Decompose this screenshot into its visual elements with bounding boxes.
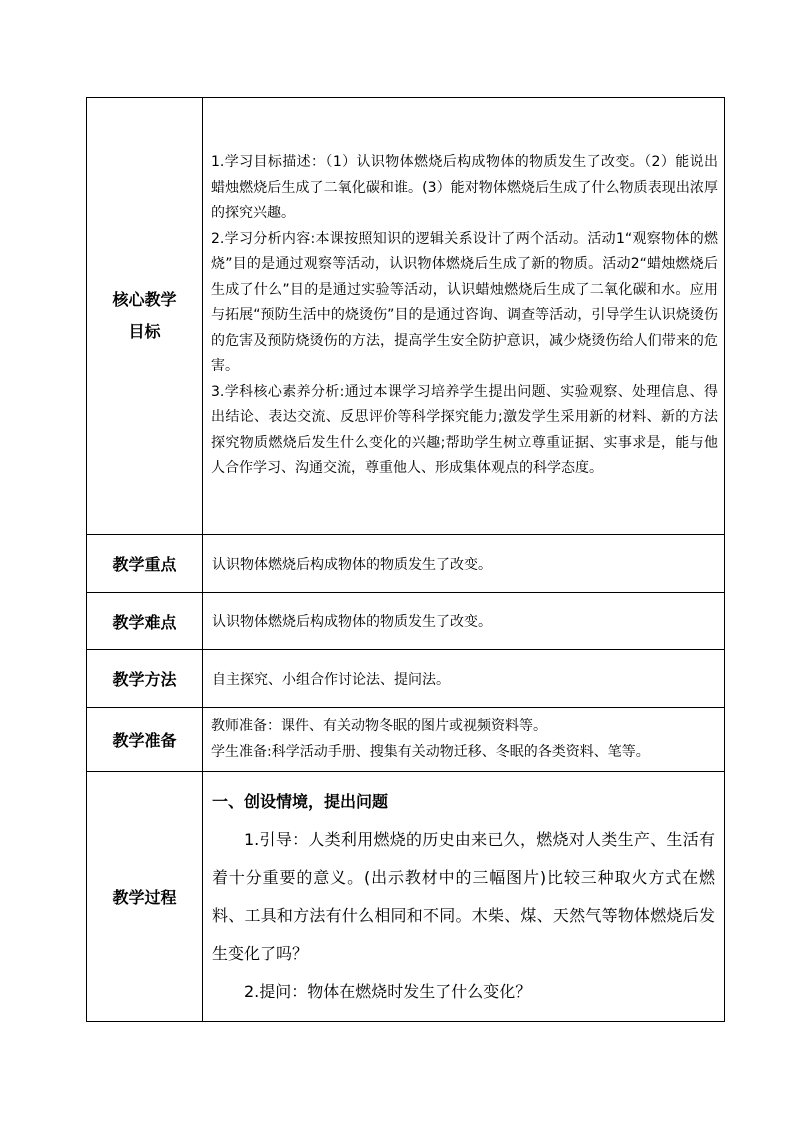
key-points-label: 教学重点 (87, 535, 203, 593)
process-item-2: 2.提问：物体在燃烧时发生了什么变化？ (244, 981, 532, 1001)
difficulties-content: 认识物体燃烧后构成物体的物质发生了改变。 (203, 593, 725, 650)
methods-content: 自主探究、小组合作讨论法、提问法。 (203, 650, 725, 708)
process-item-1: 1.引导：人类利用燃烧的历史由来已久，燃烧对人类生产、生活有着十分重要的意义。(出示教材中的三幅图片)比较三种取火方式在燃料、工具和方法有什么相同和不同。木柴、煤、天然气等物体燃烧后发生变化了吗？ (212, 829, 715, 963)
lesson-plan-table (86, 97, 725, 1022)
preparation-content (203, 708, 725, 772)
process-heading: 一、创设情境，提出问题 (212, 791, 389, 811)
objectives-paragraph-2: 2.学习分析内容:本课按照知识的逻辑关系设计了两个活动。活动1“观察物体的燃烧”目的是通过观察等活动，认识物体燃烧后生成了新的物质。活动2“蜡烛燃烧后生成了什么”目的是通过实验等活动，认识蜡烛燃烧后生成了二氧化碳和水。应用与拓展“预防生活中的烧烫伤”目的是通过咨询、调查等活动，引导学生认识烧烫伤的危害及预防烧烫伤的方法，提高学生安全防护意识，减少烧烫伤给人们带来的危害。 (211, 230, 718, 375)
difficulties-label: 教学难点 (87, 593, 203, 650)
objectives-row (87, 98, 725, 535)
preparation-teacher: 教师准备：课件、有关动物冬眠的图片或视频资料等。 (211, 718, 547, 734)
process-label: 教学过程 (87, 772, 203, 1022)
objectives-paragraph-3: 3.学科核心素养分析:通过本课学习培养学生提出问题、实验观察、处理信息、得出结论、表达交流、反思评价等科学探究能力;激发学生采用新的材料、新的方法探究物质燃烧后发生什么变化的兴趣;帮助学生树立尊重证据、实事求是，能与他人合作学习、沟通交流，尊重他人、形成集体观点的科学态度。 (211, 383, 718, 477)
objectives-paragraph-1: 1.学习目标描述：（1）认识物体燃烧后构成物体的物质发生了改变。（2）能说出蜡烛燃烧后生成了二氧化碳和谁。(3）能对物体燃烧后生成了什么物质表现出浓厚的探究兴趣。 (211, 154, 718, 222)
objectives-label-line-2: 目标 (128, 322, 161, 341)
objectives-label-line-1: 核心教学 (112, 290, 177, 309)
key-points-content: 认识物体燃烧后构成物体的物质发生了改变。 (203, 535, 725, 593)
key-points-row (87, 535, 725, 593)
process-row (87, 772, 725, 1022)
methods-label: 教学方法 (87, 650, 203, 708)
preparation-student: 学生准备:科学活动手册、搜集有关动物迁移、冬眠的各类资料、笔等。 (211, 743, 650, 760)
objectives-label (87, 98, 203, 535)
methods-row (87, 650, 725, 708)
objectives-content (203, 98, 725, 535)
preparation-row (87, 708, 725, 772)
preparation-label: 教学准备 (87, 708, 203, 772)
process-content (203, 772, 725, 1022)
difficulties-row (87, 593, 725, 650)
